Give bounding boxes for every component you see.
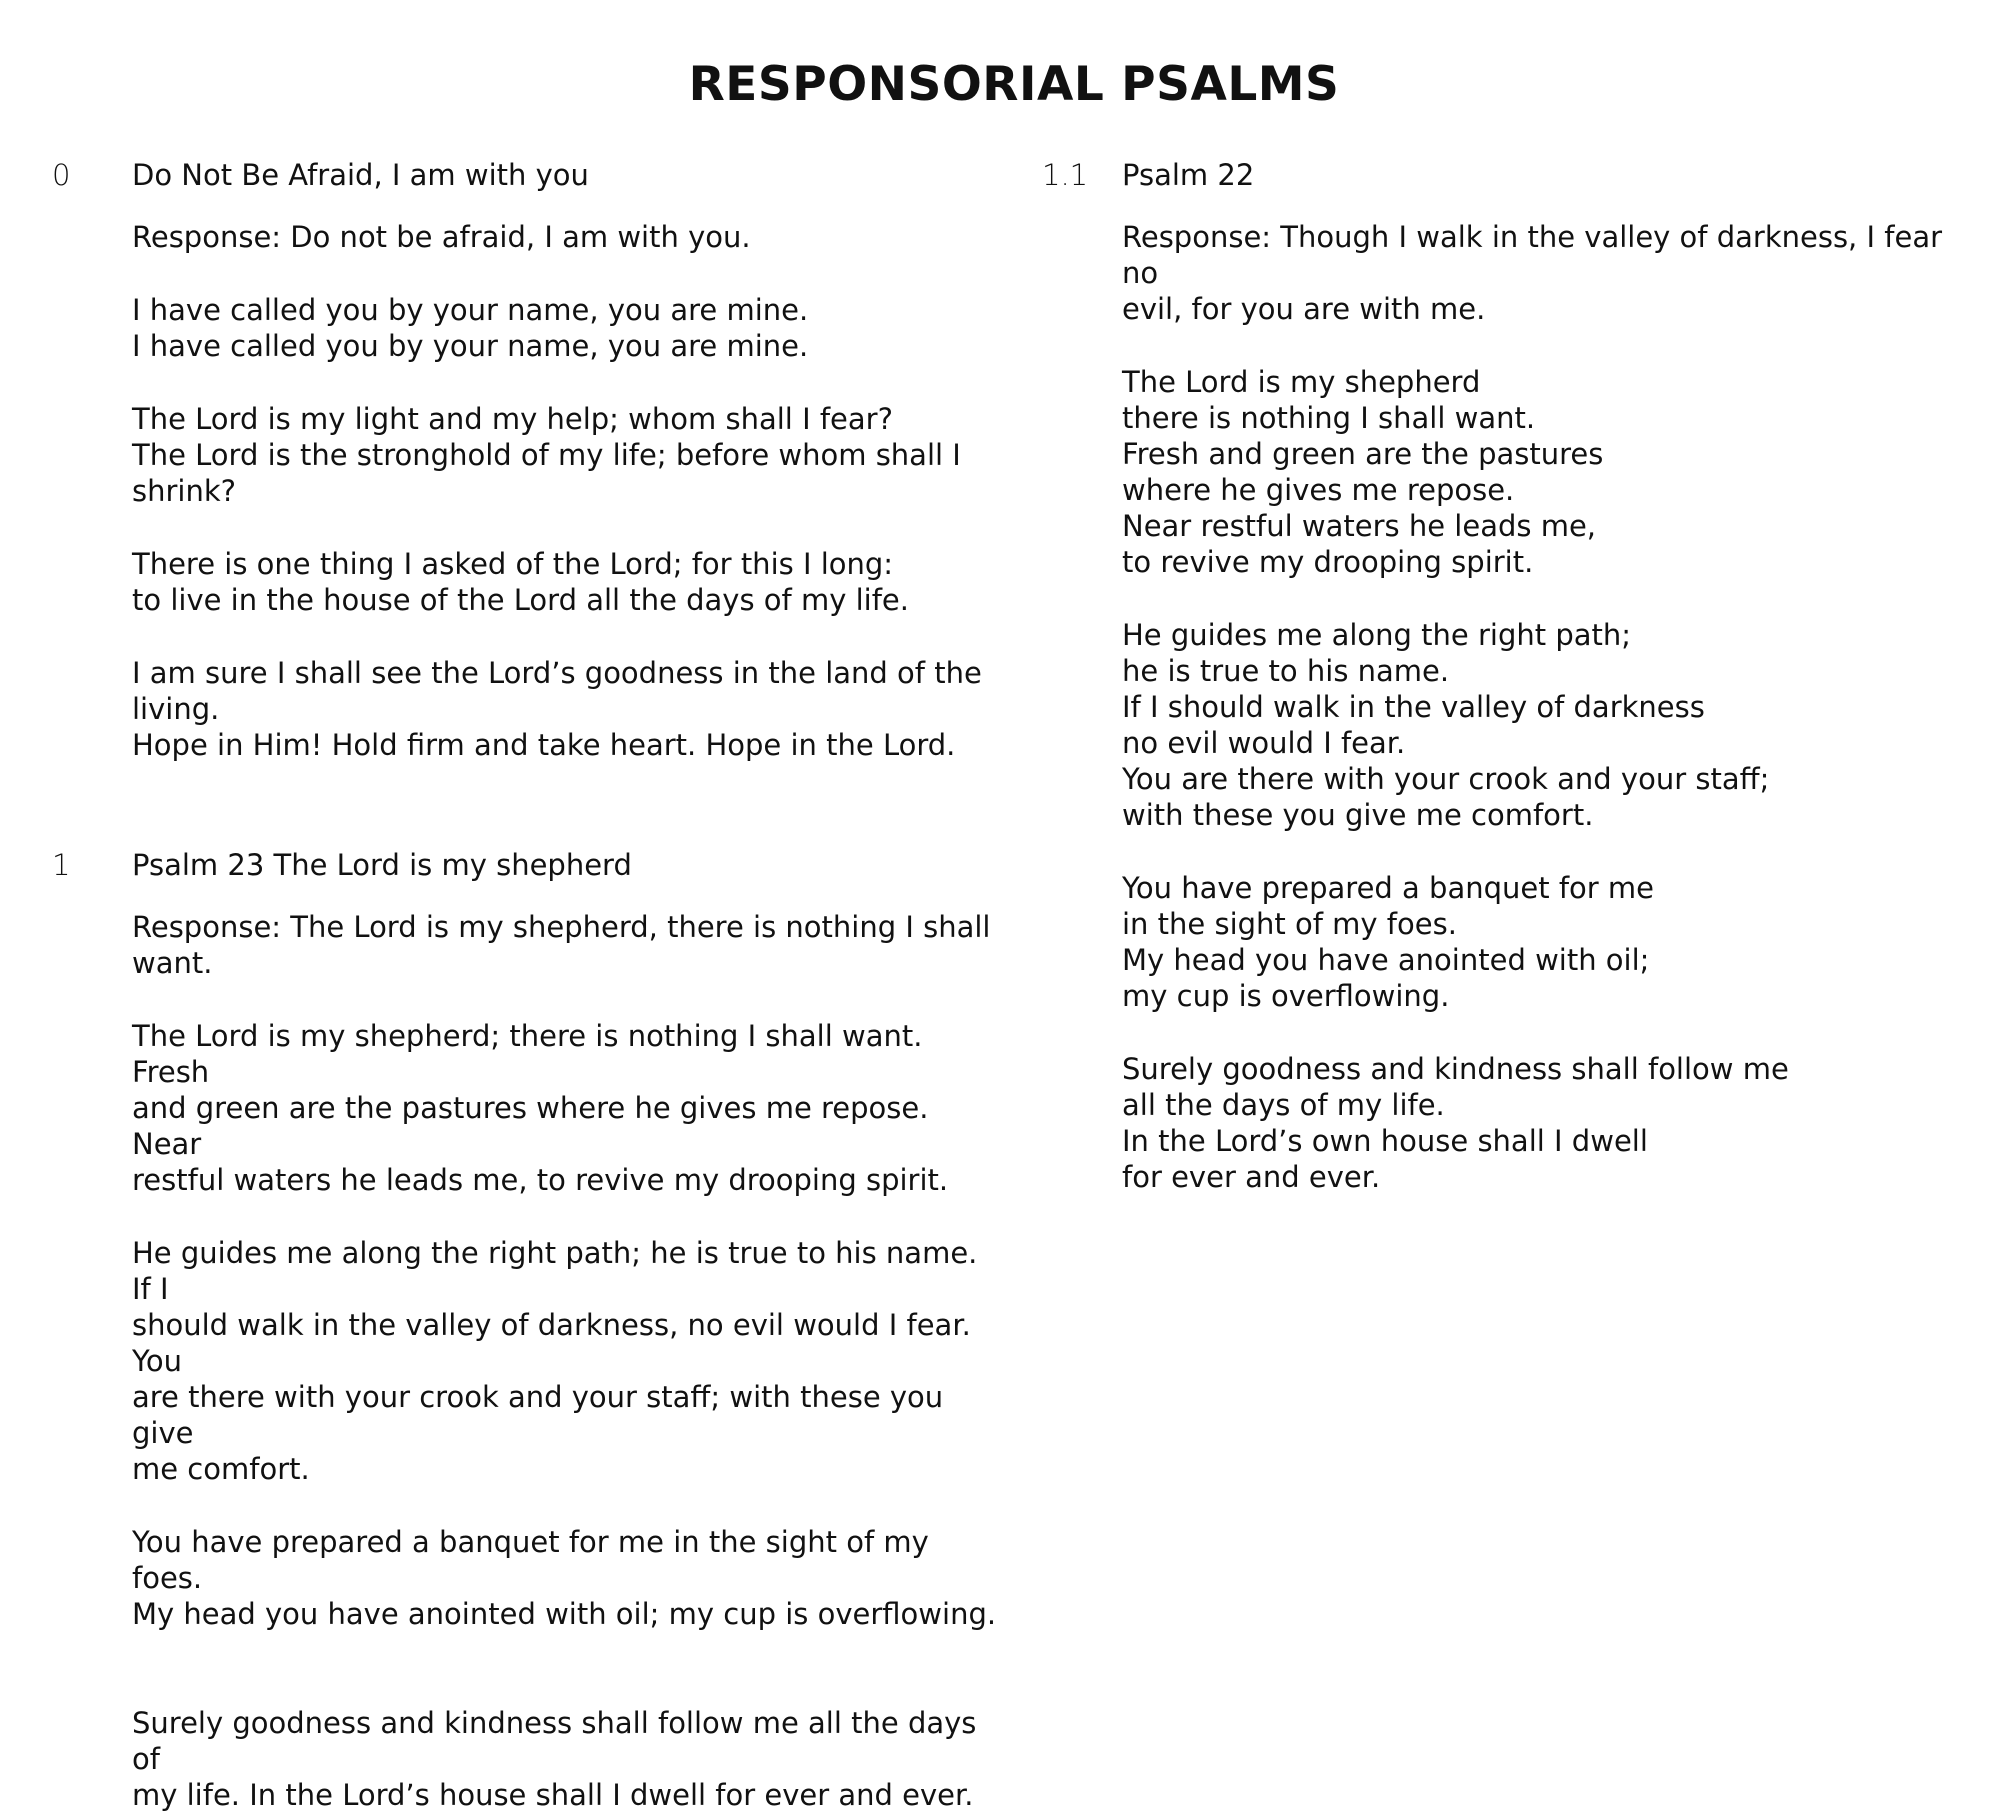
psalm-body [1122, 157, 1982, 1195]
stanza [132, 1524, 1002, 1632]
verse-line: where he gives me repose. [1122, 473, 1515, 507]
verse-line: should walk in the valley of darkness, no evil would I fear. You [132, 1308, 971, 1378]
verse-line: and green are the pastures where he gives me repose. Near [132, 1091, 929, 1161]
response-line: evil, for you are with me. [1122, 292, 1486, 326]
verse-line: restful waters he leads me, to revive my drooping spirit. [132, 1163, 949, 1197]
psalm-number: 0 [52, 158, 71, 192]
stanza [132, 401, 1002, 509]
psalm-heading: Psalm 22 [1122, 158, 1255, 192]
psalm-number: 1.1 [1042, 158, 1089, 192]
psalm-section [52, 157, 1002, 763]
psalm-heading: Psalm 23 The Lord is my shepherd [132, 848, 632, 882]
psalm-body [132, 157, 1002, 763]
verse-line: Surely goodness and kindness shall follow me all the days of [132, 1706, 977, 1776]
verse-line: Fresh and green are the pastures [1122, 437, 1604, 471]
verse-line: You have prepared a banquet for me [1122, 871, 1654, 905]
stanza [132, 1018, 1002, 1198]
verse-line: me comfort. [132, 1452, 310, 1486]
psalm-heading: Do Not Be Afraid, I am with you [132, 158, 589, 192]
verse-line: He guides me along the right path; [1122, 618, 1632, 652]
verse-line: If I should walk in the valley of darkness [1122, 690, 1705, 724]
verse-line: My head you have anointed with oil; my cup is overflowing. [132, 1597, 997, 1631]
response-line: Response: Though I walk in the valley of darkness, I fear no [1122, 220, 1943, 290]
psalm-body [132, 847, 1002, 1813]
verse-line: You are there with your crook and your staff; [1122, 762, 1770, 796]
stanza [1122, 617, 1982, 833]
verse-line: The Lord is my light and my help; whom shall I fear? [132, 402, 893, 436]
verse-line: no evil would I fear. [1122, 726, 1406, 760]
verse-line: In the Lord’s own house shall I dwell [1122, 1124, 1648, 1158]
verse-line: Surely goodness and kindness shall follow me [1122, 1052, 1789, 1086]
verse-line: Hope in Him! Hold firm and take heart. Hope in the Lord. [132, 728, 956, 762]
verse-line: to live in the house of the Lord all the days of my life. [132, 583, 909, 617]
psalm-section [52, 847, 1002, 1813]
psalm-response: Response: The Lord is my shepherd, there is nothing I shall want. [132, 910, 991, 980]
stanza [1122, 364, 1982, 580]
verse-line: for ever and ever. [1122, 1160, 1381, 1194]
verse-line: My head you have anointed with oil; [1122, 943, 1650, 977]
stanza [132, 546, 1002, 618]
stanza [132, 1705, 1002, 1813]
verse-line: The Lord is the stronghold of my life; before whom shall I shrink? [132, 438, 961, 508]
verse-line: to revive my drooping spirit. [1122, 545, 1534, 579]
verse-line: there is nothing I shall want. [1122, 401, 1536, 435]
verse-line: he is true to his name. [1122, 654, 1450, 688]
verse-line: There is one thing I asked of the Lord; for this I long: [132, 547, 894, 581]
stanza [1122, 870, 1982, 1014]
verse-line: are there with your crook and your staff; with these you give [132, 1380, 944, 1450]
verse-line: my cup is overflowing. [1122, 979, 1450, 1013]
stanza [132, 655, 1002, 763]
verse-line: Near restful waters he leads me, [1122, 509, 1597, 543]
psalm-section [1042, 157, 1982, 1195]
page-title: RESPONSORIAL PSALMS [688, 57, 1340, 112]
verse-line: The Lord is my shepherd; there is nothing I shall want. Fresh [132, 1019, 923, 1089]
verse-line: You have prepared a banquet for me in the sight of my foes. [132, 1525, 929, 1595]
psalm-response: Response: Do not be afraid, I am with you. [132, 220, 751, 254]
verse-line: I have called you by your name, you are mine. [132, 293, 809, 327]
stanza [1122, 1051, 1982, 1195]
stanza [132, 1235, 1002, 1487]
verse-line: He guides me along the right path; he is true to his name. If I [132, 1236, 978, 1306]
stanza [132, 292, 1002, 364]
right-column [1042, 157, 1982, 1195]
left-column [52, 157, 1002, 1813]
verse-line: in the sight of my foes. [1122, 907, 1457, 941]
verse-line: The Lord is my shepherd [1122, 365, 1481, 399]
verse-line: I am sure I shall see the Lord’s goodness in the land of the living. [132, 656, 982, 726]
psalm-response [1122, 219, 1982, 327]
verse-line: I have called you by your name, you are mine. [132, 329, 809, 363]
psalm-number: 1 [52, 848, 71, 882]
verse-line: with these you give me comfort. [1122, 798, 1594, 832]
verse-line: all the days of my life. [1122, 1088, 1445, 1122]
verse-line: my life. In the Lord’s house shall I dwell for ever and ever. [132, 1778, 974, 1812]
